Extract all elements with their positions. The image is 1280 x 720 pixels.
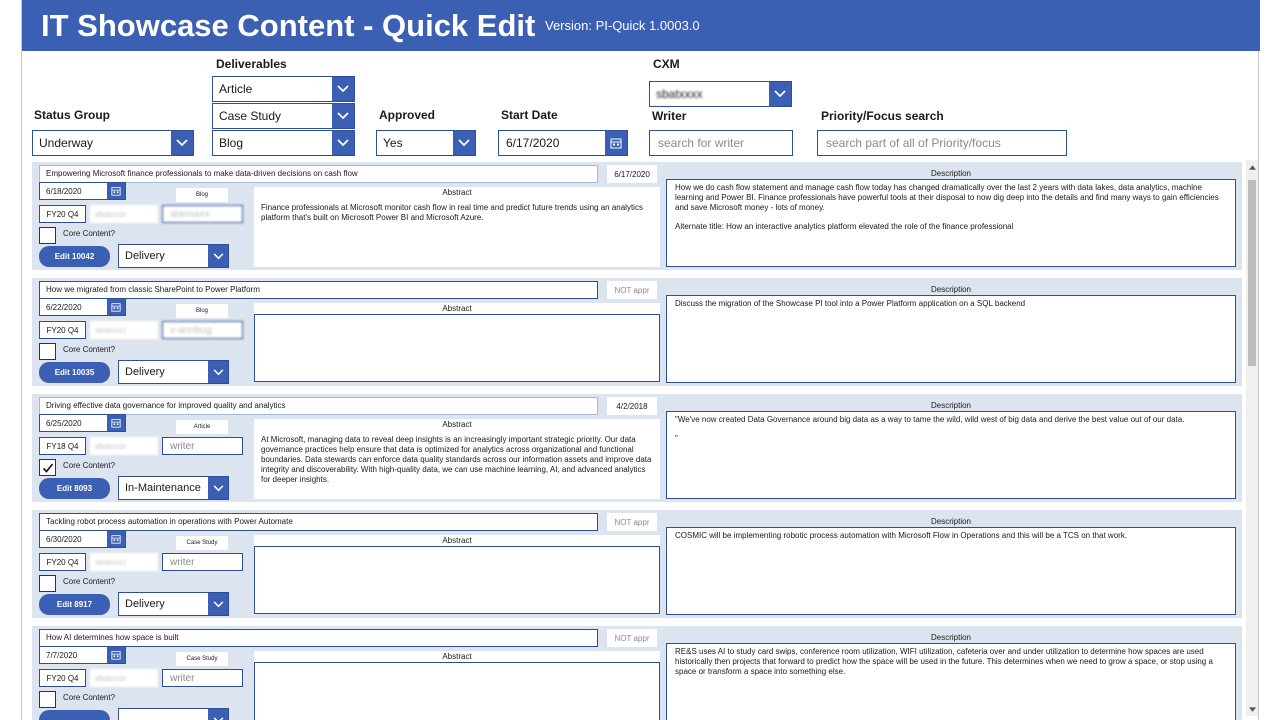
core-content-checkbox[interactable] xyxy=(39,343,56,360)
status-dropdown[interactable] xyxy=(118,360,229,384)
writer-field[interactable]: writer xyxy=(162,553,243,571)
deliverable-type: Case Study xyxy=(176,652,228,666)
description-label: Description xyxy=(666,400,1236,412)
abstract-label: Abstract xyxy=(254,187,660,199)
status-dropdown[interactable] xyxy=(118,592,229,616)
writer-field[interactable]: alansaxx xyxy=(162,205,243,223)
approval-date: NOT appr xyxy=(607,629,657,647)
status-value xyxy=(119,714,208,720)
status-group-value: Underway xyxy=(39,136,94,150)
writer-search-input[interactable]: search for writer xyxy=(649,130,793,156)
deliverable-type: Blog xyxy=(176,304,228,318)
item-date-value: 6/25/2020 xyxy=(46,418,82,428)
calendar-icon[interactable] xyxy=(107,647,125,663)
description-field[interactable] xyxy=(666,295,1236,383)
deliverable-dropdown-3[interactable] xyxy=(212,130,355,156)
item-date-picker[interactable] xyxy=(39,530,126,548)
calendar-icon[interactable] xyxy=(107,415,125,431)
approval-date: NOT appr xyxy=(607,513,657,531)
description-label: Description xyxy=(666,516,1236,528)
deliverable-type: Case Study xyxy=(176,536,228,550)
quarter-field[interactable]: FY20 Q4 xyxy=(39,321,86,339)
deliverable-dropdown-2[interactable] xyxy=(212,103,355,129)
content-list xyxy=(32,160,1242,720)
description-text: How we do cash flow statement and manage cash flow today has changed dramatically over the last 2 years with data lakes, data analytics, machine learning and Power BI. Finance professionals have powerful tools at their disposal to now dig deep into the details and find many ways to gain efficiencies and save Microsoft money - lots of money. xyxy=(675,183,1219,212)
approved-label: Approved xyxy=(379,108,436,122)
cxm-dropdown[interactable] xyxy=(649,81,792,107)
calendar-icon[interactable] xyxy=(107,299,125,315)
content-card xyxy=(32,162,1242,270)
core-content-label: Core Content? xyxy=(63,693,116,702)
abstract-field[interactable]: At Microsoft, managing data to reveal deep insights is an increasingly important strategic priority. Our data governance practices help ensure that data is optimized for analytics across organizational and functional boundaries. Data stewards can enforce data quality standards across our information assets and improve data integrity and discoverability. With high-quality data, we can use machine learning, AI, and advanced analytics for deeper insights. xyxy=(254,431,660,499)
content-card xyxy=(32,510,1242,618)
abstract-field[interactable] xyxy=(254,314,660,382)
cxm-label: CXM xyxy=(653,57,680,71)
item-title-input[interactable]: Driving effective data governance for improved quality and analytics xyxy=(39,397,598,415)
status-value: Delivery xyxy=(125,250,165,262)
item-title-input[interactable]: How we migrated from classic SharePoint to Power Platform xyxy=(39,281,598,299)
core-content-checkbox[interactable] xyxy=(39,459,56,476)
approved-dropdown[interactable] xyxy=(376,130,476,156)
chevron-down-icon[interactable] xyxy=(332,77,354,101)
description-field[interactable] xyxy=(666,411,1236,499)
chevron-down-icon[interactable] xyxy=(208,361,228,383)
item-date-value: 6/30/2020 xyxy=(46,534,82,544)
writer-field[interactable]: v-annbug xyxy=(162,321,243,339)
calendar-icon[interactable] xyxy=(107,531,125,547)
core-content-label: Core Content? xyxy=(63,345,116,354)
chevron-down-icon[interactable] xyxy=(453,131,475,155)
vertical-scrollbar[interactable] xyxy=(1246,160,1258,716)
item-date-picker[interactable] xyxy=(39,298,126,316)
checkmark-icon xyxy=(42,462,54,474)
version-label: Version: PI-Quick 1.0003.0 xyxy=(545,18,700,33)
abstract-field[interactable] xyxy=(254,546,660,614)
deliverable-type: Article xyxy=(176,420,228,434)
deliverable-type: Blog xyxy=(176,188,228,202)
app-header xyxy=(22,0,1260,51)
edit-button[interactable] xyxy=(39,710,110,720)
quarter-field[interactable]: FY20 Q4 xyxy=(39,553,86,571)
abstract-label: Abstract xyxy=(254,651,660,663)
item-date-value: 6/22/2020 xyxy=(46,302,82,312)
chevron-down-icon[interactable] xyxy=(769,82,791,106)
description-text: COSMIC will be implementing robotic process automation with Microsoft Flow in Operations and this will be a TCS on that work. xyxy=(675,531,1128,540)
abstract-field[interactable] xyxy=(254,662,660,720)
deliverables-label: Deliverables xyxy=(216,57,287,71)
description-text: "We've now created Data Governance around big data as a way to tame the wild, wild west of big data and derive the best value out of our data. xyxy=(675,415,1185,424)
start-date-label: Start Date xyxy=(501,108,558,122)
status-dropdown[interactable] xyxy=(118,244,229,268)
start-date-picker[interactable] xyxy=(498,130,628,156)
content-card xyxy=(32,626,1242,720)
deliverable-value: Blog xyxy=(219,136,244,150)
description-field[interactable] xyxy=(666,527,1236,615)
deliverable-value: Article xyxy=(219,82,253,96)
quarter-field[interactable]: FY20 Q4 xyxy=(39,669,86,687)
item-date-picker[interactable] xyxy=(39,182,126,200)
quarter-field[interactable]: FY18 Q4 xyxy=(39,437,86,455)
writer-field[interactable]: writer xyxy=(162,669,243,687)
content-card xyxy=(32,394,1242,502)
description-label: Description xyxy=(666,168,1236,180)
status-dropdown[interactable] xyxy=(118,708,229,720)
cxm-value: sbatxxxx xyxy=(656,87,703,101)
core-content-checkbox[interactable] xyxy=(39,691,56,708)
description-field[interactable] xyxy=(666,643,1236,720)
status-value: In-Maintenance xyxy=(125,482,201,494)
core-content-label: Core Content? xyxy=(63,577,116,586)
app-window xyxy=(21,0,1259,720)
approved-value: Yes xyxy=(383,136,403,150)
core-content-label: Core Content? xyxy=(63,229,116,238)
abstract-field[interactable]: Finance professionals at Microsoft monitor cash flow in real time and predict future trends using an analytics platform that's built on Microsoft Power BI and Microsoft Azure. xyxy=(254,199,660,267)
core-content-label: Core Content? xyxy=(63,461,116,470)
scroll-up-arrow-icon[interactable] xyxy=(1246,162,1258,172)
core-content-checkbox[interactable] xyxy=(39,575,56,592)
item-date-picker[interactable] xyxy=(39,414,126,432)
item-title-input[interactable]: Empowering Microsoft finance professionals to make data-driven decisions on cash flow xyxy=(39,165,598,183)
owner-field: sbatxxxx xyxy=(90,669,158,687)
edit-button[interactable]: Edit 10042 xyxy=(39,246,110,267)
chevron-down-icon[interactable] xyxy=(208,245,228,267)
writer-field[interactable]: writer xyxy=(162,437,243,455)
chevron-down-icon[interactable] xyxy=(208,709,228,720)
description-text: RE&S uses AI to study card swips, conference room utilization, WIFI utilization, cafeteria over and under utilization to determine how spaces are used historically then projects that forward to predict how the space will be used in the future. This determines when we need to grow a space, or stop using a space or transform a space into something else. xyxy=(675,647,1213,676)
item-date-value: 6/18/2020 xyxy=(46,186,82,196)
abstract-label: Abstract xyxy=(254,535,660,547)
start-date-value: 6/17/2020 xyxy=(506,136,560,150)
owner-field: sbatxxxx xyxy=(90,553,158,571)
priority-search-label: Priority/Focus search xyxy=(821,109,944,123)
chevron-down-icon[interactable] xyxy=(208,593,228,615)
edit-button[interactable]: Edit 8093 xyxy=(39,478,110,499)
chevron-down-icon[interactable] xyxy=(171,131,193,155)
deliverable-value: Case Study xyxy=(219,109,282,123)
item-date-value: 7/7/2020 xyxy=(46,650,78,660)
chevron-down-icon[interactable] xyxy=(332,104,354,128)
approval-date: 6/17/2020 xyxy=(607,165,657,183)
description-label: Description xyxy=(666,632,1236,644)
deliverable-dropdown-1[interactable] xyxy=(212,76,355,102)
app-title: IT Showcase Content - Quick Edit xyxy=(41,8,536,43)
status-value: Delivery xyxy=(125,366,165,378)
scroll-down-arrow-icon[interactable] xyxy=(1246,704,1258,714)
status-group-dropdown[interactable] xyxy=(32,130,194,156)
owner-field: sbatxxxx xyxy=(90,321,158,339)
description-text-2: Alternate title: How an interactive analytics platform elevated the role of the finance professional xyxy=(675,222,1014,231)
core-content-checkbox[interactable] xyxy=(39,227,56,244)
priority-search-input[interactable]: search part of all of Priority/focus xyxy=(817,130,1067,156)
owner-field: sbatxxxx xyxy=(90,437,158,455)
edit-button[interactable]: Edit 8917 xyxy=(39,594,110,615)
approval-date: 4/2/2018 xyxy=(607,397,657,415)
calendar-icon[interactable] xyxy=(605,131,627,155)
edit-button[interactable]: Edit 10035 xyxy=(39,362,110,383)
abstract-label: Abstract xyxy=(254,419,660,431)
chevron-down-icon[interactable] xyxy=(208,477,228,499)
approval-date: NOT appr xyxy=(607,281,657,299)
description-text-2: " xyxy=(675,434,678,443)
owner-field: sbatxxxx xyxy=(90,205,158,223)
status-value: Delivery xyxy=(125,598,165,610)
status-dropdown[interactable] xyxy=(118,476,229,500)
chevron-down-icon[interactable] xyxy=(332,131,354,155)
item-title-input[interactable]: How AI determines how space is built xyxy=(39,629,598,647)
item-date-picker[interactable] xyxy=(39,646,126,664)
calendar-icon[interactable] xyxy=(107,183,125,199)
scrollbar-thumb[interactable] xyxy=(1248,180,1256,366)
description-text: Discuss the migration of the Showcase PI tool into a Power Platform application on a SQL backend xyxy=(675,299,1026,308)
item-title-input[interactable]: Tackling robot process automation in operations with Power Automate xyxy=(39,513,598,531)
description-field[interactable] xyxy=(666,179,1236,267)
writer-label: Writer xyxy=(652,109,687,123)
description-label: Description xyxy=(666,284,1236,296)
status-group-label: Status Group xyxy=(34,108,111,122)
content-card xyxy=(32,278,1242,386)
abstract-label: Abstract xyxy=(254,303,660,315)
quarter-field[interactable]: FY20 Q4 xyxy=(39,205,86,223)
